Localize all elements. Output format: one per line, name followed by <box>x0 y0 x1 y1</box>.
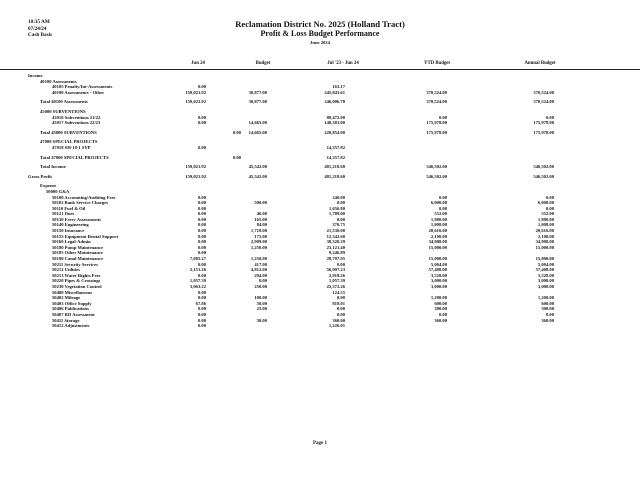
row-value: 175,978.00 <box>533 129 554 135</box>
row-value: 1,200.00 <box>430 295 447 301</box>
row-value: 600.00 <box>541 300 554 306</box>
row-value: 0.00 <box>438 114 447 120</box>
row-label: 50140 Engineering <box>52 222 89 228</box>
row-value: 0.00 <box>438 194 447 200</box>
row-value: 0.00 <box>197 261 206 267</box>
row-value: 481,218.60 <box>324 164 345 170</box>
row-value: 6,000.00 <box>537 200 554 206</box>
row-value: 1,008.00 <box>537 222 554 228</box>
row-value: 1,200.00 <box>537 295 554 301</box>
row-value: 818.01 <box>332 300 345 306</box>
row-label: 50155 Equipment Rental Support <box>52 233 118 239</box>
column-header: YTD Budget <box>424 61 450 66</box>
row-value: 14,357.82 <box>326 144 345 150</box>
row-value: 1,226.01 <box>328 323 345 329</box>
row-value: 15,000.00 <box>428 244 447 250</box>
row-value: 23,121.40 <box>326 244 345 250</box>
row-value: 28,707.95 <box>326 256 345 262</box>
row-value: 46.00 <box>256 211 267 217</box>
row-value: 2,151.26 <box>189 267 206 273</box>
row-value: 294.00 <box>254 272 267 278</box>
row-value: 360.00 <box>434 317 447 323</box>
report-date: 07/24/24 <box>28 25 47 32</box>
row-label: Income <box>28 73 43 78</box>
row-value: 0.00 <box>545 311 554 317</box>
row-label: 50185 Other Maintenance <box>52 250 103 256</box>
row-value: 6,000.00 <box>430 200 447 206</box>
row-value: 245,843.61 <box>324 89 345 95</box>
row-value: 546,502.00 <box>426 173 447 179</box>
row-value: 546,502.00 <box>533 173 554 179</box>
row-value: 9,246.89 <box>328 250 345 256</box>
row-value: 14,357.82 <box>326 154 345 160</box>
row-value: 20,616.00 <box>428 228 447 234</box>
row-value: 67.86 <box>195 300 206 306</box>
row-value: 5,004.00 <box>537 261 554 267</box>
row-value: 159,021.92 <box>185 99 206 105</box>
column-header: Annual Budget <box>524 61 556 66</box>
row-value: 552.00 <box>434 211 447 217</box>
row-value: 600.00 <box>434 300 447 306</box>
row-value: 20,616.00 <box>535 228 554 234</box>
row-value: 159,021.92 <box>185 173 206 179</box>
row-label: 50412 Adjustments <box>52 323 90 329</box>
row-value: 376.75 <box>332 222 345 228</box>
row-value: 34,908.00 <box>535 239 554 245</box>
report-time: 10:35 AM <box>28 19 50 25</box>
row-label: Total 40100 Assessments <box>40 99 88 105</box>
column-header: Jul '23 - Jun 24 <box>327 61 359 66</box>
row-label: Expense <box>40 183 57 189</box>
row-value: 1,980.00 <box>430 216 447 222</box>
row-value: 7,085.27 <box>189 256 206 262</box>
row-value: 0.00 <box>438 205 447 211</box>
row-value: 0.00 <box>197 250 206 256</box>
row-value: 0.00 <box>197 211 206 217</box>
row-value: 45,542.00 <box>248 164 267 170</box>
column-header-row <box>0 61 640 70</box>
row-label: 50403 Office Supply <box>52 300 92 306</box>
row-value: 552.00 <box>541 211 554 217</box>
row-label: 45017 Subventions 22/23 <box>52 120 101 126</box>
row-value: 80,472.00 <box>326 114 345 120</box>
row-value: 0.00 <box>197 306 206 312</box>
row-value: 0.00 <box>336 295 345 301</box>
row-value: 38,320.29 <box>326 239 345 245</box>
row-label: 50400 Miscellaneous <box>52 289 93 295</box>
row-label: 50190 Canal Maintenance <box>52 256 104 262</box>
row-value: 1,250.00 <box>250 256 267 262</box>
row-value: 0.00 <box>336 306 345 312</box>
row-value: 163.17 <box>332 84 345 90</box>
row-value: 2,918.26 <box>328 272 345 278</box>
row-value: 0.00 <box>336 311 345 317</box>
row-label: 45016 Subventions 21/22 <box>52 114 101 120</box>
row-label: 50411 Storage <box>52 317 80 323</box>
row-value: 0.00 <box>438 311 447 317</box>
row-value: 500.00 <box>254 200 267 206</box>
row-value: 15,000.00 <box>535 244 554 250</box>
row-value: 0.00 <box>197 317 206 323</box>
row-value: 15,000.00 <box>428 256 447 262</box>
row-value: 14,665.00 <box>248 129 267 135</box>
row-value: 21,530.00 <box>326 228 345 234</box>
row-label: 50000 G&A <box>46 188 70 194</box>
row-label: 50121 Dues <box>52 211 75 217</box>
row-value: 1,718.00 <box>250 228 267 234</box>
row-value: 0.00 <box>197 228 206 234</box>
row-label: 45000 SUBVENTIONS <box>40 108 86 114</box>
row-value: 546,502.00 <box>426 164 447 170</box>
row-value: 56,907.23 <box>326 267 345 273</box>
row-value: 2,100.00 <box>430 233 447 239</box>
column-header: Jun 24 <box>191 61 205 66</box>
row-value: 3,528.00 <box>430 272 447 278</box>
row-label: 40100 Assessments <box>40 78 77 84</box>
row-value: 50.00 <box>256 300 267 306</box>
row-label: 47018 SH-18-1 SYP <box>52 144 91 150</box>
row-value: 0.00 <box>258 278 267 284</box>
row-value: 1,057.39 <box>328 278 345 284</box>
row-value: 546,502.00 <box>533 164 554 170</box>
row-value: 0.00 <box>197 311 206 317</box>
organization-name: Reclamation District No. 2025 (Holland Tract) <box>235 19 405 29</box>
row-value: 0.00 <box>197 295 206 301</box>
row-value: 1,057.39 <box>189 278 206 284</box>
row-label: 50211 Security Services <box>52 261 98 267</box>
row-label: 50230 Vegetation Control <box>52 284 102 289</box>
row-value: 34,908.00 <box>428 239 447 245</box>
row-value: 45,542.00 <box>248 173 267 179</box>
row-value: 159,021.92 <box>185 164 206 170</box>
row-value: 0.00 <box>232 129 241 135</box>
row-value: 370,524.00 <box>426 89 447 95</box>
row-value: 0.00 <box>545 205 554 211</box>
row-value: 0.00 <box>336 261 345 267</box>
row-value: 0.00 <box>545 114 554 120</box>
row-value: 3,000.00 <box>537 284 554 289</box>
row-value: 15,000.00 <box>535 256 554 262</box>
row-label: 50110 Fuel & Oil <box>52 205 86 211</box>
row-label: 50150 Insurance <box>52 228 85 234</box>
row-value: 175,978.00 <box>426 120 447 126</box>
row-label: Total 47000 SPECIAL PROJECTS <box>40 154 109 160</box>
row-value: 0.00 <box>197 114 206 120</box>
row-value: 175.00 <box>254 233 267 239</box>
row-label: 50212 Utilities <box>52 267 80 273</box>
row-value: 22,372.26 <box>326 284 345 289</box>
row-value: 57,408.00 <box>535 267 554 273</box>
row-value: 4,812.00 <box>250 267 267 273</box>
row-label: 40105 Penalty/Int-Assessments <box>52 84 113 90</box>
row-label: 47000 SPECIAL PROJECTS <box>40 139 98 145</box>
row-value: 250.00 <box>254 284 267 289</box>
row-label: 50220 Pipes & Crossings <box>52 278 101 284</box>
row-value: 360.00 <box>541 317 554 323</box>
row-value: 100.00 <box>254 295 267 301</box>
row-value: 30,877.00 <box>248 99 267 105</box>
row-value: 0.00 <box>197 244 206 250</box>
row-label: 50180 Pump Maintenance <box>52 244 104 250</box>
row-value: 0.00 <box>232 154 241 160</box>
row-value: 3,000.00 <box>430 284 447 289</box>
row-value: 140,381.00 <box>324 120 345 126</box>
row-value: 30.00 <box>256 317 267 323</box>
row-value: 1,656.80 <box>328 205 345 211</box>
row-label: 50100 Accounting/Auditing Fees <box>52 194 116 200</box>
row-value: 300.00 <box>434 306 447 312</box>
report-period: June 2024 <box>310 40 330 45</box>
row-value: 1,980.00 <box>537 216 554 222</box>
row-value: 57,408.00 <box>428 267 447 273</box>
report-title: Profit & Loss Budget Performance <box>260 29 380 38</box>
row-value: 84.00 <box>256 222 267 228</box>
row-value: 165.00 <box>254 216 267 222</box>
row-value: 5,004.00 <box>430 261 447 267</box>
row-value: 159,021.92 <box>185 89 206 95</box>
row-value: 0.00 <box>197 289 206 295</box>
row-label: Total 45000 SUBVENTIONS <box>40 129 97 135</box>
row-label: 50130 Ferry Assessments <box>52 216 101 222</box>
row-value: 0.00 <box>197 194 206 200</box>
row-value: 3,063.22 <box>189 284 206 289</box>
row-label: 50407 RD Assessment <box>52 311 95 317</box>
report-table <box>0 73 640 329</box>
row-value: 3,000.00 <box>430 278 447 284</box>
row-value: 124.55 <box>332 289 345 295</box>
row-value: 0.00 <box>197 323 206 329</box>
row-value: 175,978.00 <box>533 120 554 126</box>
row-value: 14,665.00 <box>248 120 267 126</box>
report-basis: Cash Basis <box>28 32 53 39</box>
report-meta <box>28 19 52 39</box>
row-label: 50402 Mileage <box>52 295 81 301</box>
row-value: 0.00 <box>197 233 206 239</box>
row-value: 3,528.00 <box>537 272 554 278</box>
row-value: 0.00 <box>197 222 206 228</box>
row-value: 1,008.00 <box>430 222 447 228</box>
table-row <box>0 323 640 329</box>
row-label: 50102 Bank Service Charges <box>52 200 109 206</box>
row-value: 246,006.78 <box>324 99 345 105</box>
row-value: 0.00 <box>197 239 206 245</box>
row-value: 2,100.00 <box>537 233 554 239</box>
row-value: 0.00 <box>336 200 345 206</box>
row-value: 175,978.00 <box>426 129 447 135</box>
row-value: 1,789.00 <box>328 211 345 217</box>
row-label: Gross Profit <box>28 173 52 179</box>
report-header <box>170 19 470 46</box>
row-label: 50213 Water Rights Fees <box>52 272 101 278</box>
row-value: 370,524.00 <box>533 99 554 105</box>
row-value: 0.00 <box>197 205 206 211</box>
row-value: 360.00 <box>332 317 345 323</box>
column-header: Budget <box>255 61 271 66</box>
row-value: 240.00 <box>332 194 345 200</box>
row-value: 0.00 <box>197 200 206 206</box>
row-value: 0.00 <box>197 120 206 126</box>
row-value: 0.00 <box>545 194 554 200</box>
row-label: 50406 Publications <box>52 306 89 312</box>
row-value: 0.00 <box>197 84 206 90</box>
row-value: 12,342.60 <box>326 233 345 239</box>
row-value: 0.00 <box>197 144 206 150</box>
row-value: 0.00 <box>197 272 206 278</box>
row-label: 40100 Assessments - Other <box>52 89 105 95</box>
row-value: 0.00 <box>197 216 206 222</box>
row-value: 417.00 <box>254 261 267 267</box>
row-label: Total Income <box>40 164 66 170</box>
row-value: 0.00 <box>336 216 345 222</box>
row-value: 2,909.00 <box>250 239 267 245</box>
row-value: 30,877.00 <box>248 89 267 95</box>
row-value: 25.00 <box>256 306 267 312</box>
row-label: 50160 Legal-Admin <box>52 239 91 245</box>
row-value: 481,218.60 <box>324 173 345 179</box>
page-number: Page 1 <box>312 441 328 446</box>
row-value: 300.00 <box>541 306 554 312</box>
row-value: 220,854.00 <box>324 129 345 135</box>
row-value: 1,250.00 <box>250 244 267 250</box>
row-value: 370,524.00 <box>533 89 554 95</box>
row-value: 370,524.00 <box>426 99 447 105</box>
row-value: 3,000.00 <box>537 278 554 284</box>
